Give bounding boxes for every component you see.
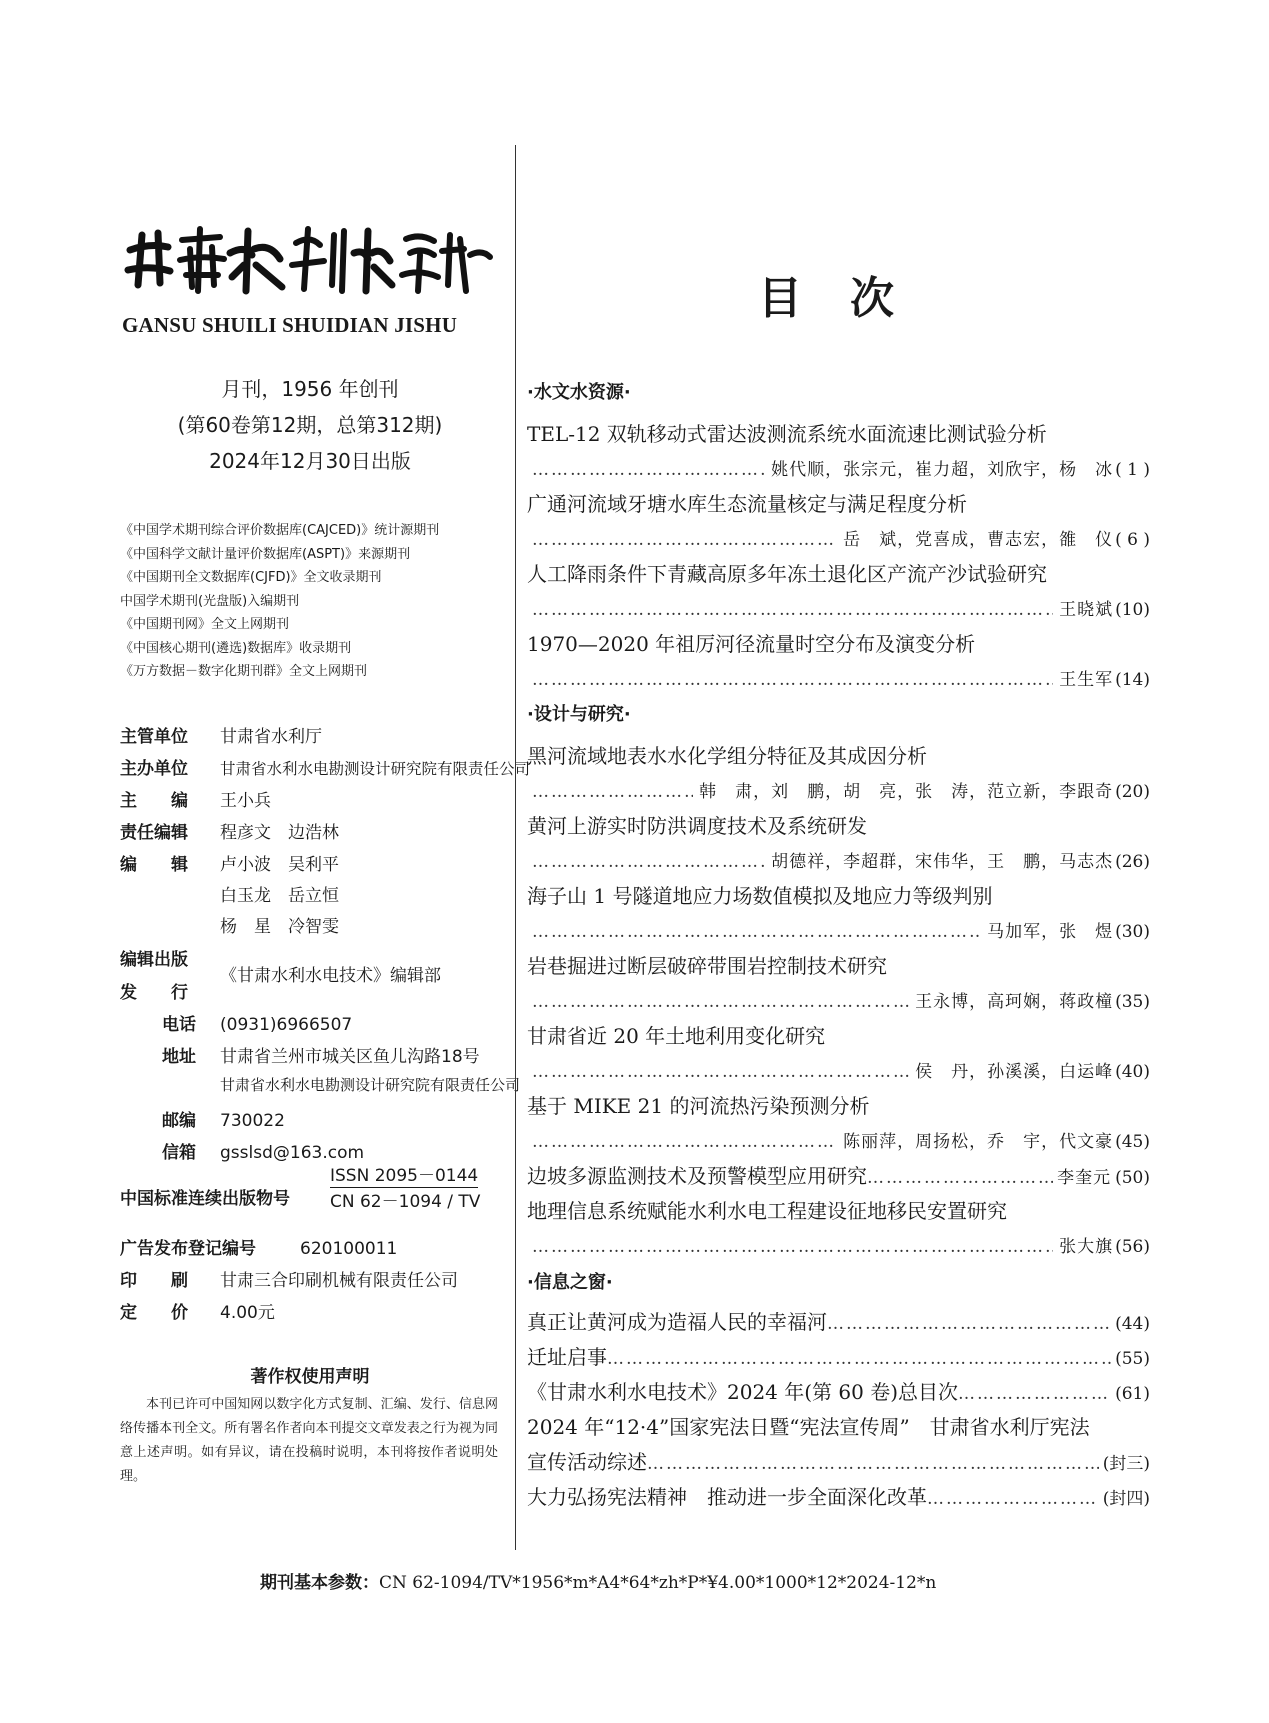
toc-article-title[interactable]: 地理信息系统赋能水利水电工程建设征地移民安置研究 [527, 1199, 1007, 1223]
database-item: 《中国核心期刊(遴选)数据库》收录期刊 [120, 640, 352, 656]
toc-article-single-line[interactable]: 边坡多源监测技术及预警模型应用研究 ………………………………………………………………………………………………………………………………………… 李奎元 (50) [527, 1160, 1150, 1189]
toc-article-leader: ………………………………………………………………………………………………………………………………………… 王生军 (14) [532, 665, 1150, 690]
database-item: 《中国学术期刊综合评价数据库(CAJCED)》统计源期刊 [120, 523, 440, 538]
toc-article-leader: ………………………………………………………………………………………………………………………………………… 马加军，张 煜 (30) [532, 917, 1150, 942]
issn-number: ISSN 2095－0144 [330, 1166, 479, 1186]
toc-article-leader: ………………………………………………………………………………………………………………………………………… 韩 肃，刘 鹏，胡 亮，张 涛，范立新，李跟奇 (20) [532, 777, 1150, 802]
toc-article-leader: ………………………………………………………………………………………………………………………………………… 陈丽萍，周扬松，乔 宇，代文豪 (45) [532, 1127, 1150, 1152]
toc-article-title[interactable]: 岩巷掘进过断层破碎带围岩控制技术研究 [527, 954, 887, 978]
database-indexing-list [120, 519, 439, 684]
toc-article-title[interactable]: 黄河上游实时防洪调度技术及系统研发 [527, 814, 867, 838]
toc-info-multiline-leader[interactable]: 宣传活动综述 ………………………………………………………………………………………………………………………………………… (封三) [527, 1446, 1150, 1475]
meta-editors-row: 白玉龙 岳立恒 [220, 886, 339, 906]
volume-issue: (第60卷第12期，总第312期) [177, 413, 443, 437]
column-divider [515, 145, 516, 1550]
toc-article-leader: ………………………………………………………………………………………………………………………………………… 岳 斌，党喜成，曹志宏，雒 仪 ( 6 ) [532, 525, 1150, 550]
toc-article-title[interactable]: 人工降雨条件下青藏高原多年冻土退化区产流产沙试验研究 [527, 562, 1047, 586]
meta-supervisor: 主管单位 甘肃省水利厅 [120, 727, 322, 747]
meta-sponsor: 主办单位 甘肃省水利水电勘测设计研究院有限责任公司 [120, 759, 531, 779]
meta-email: 信箱 gsslsd@163.com [162, 1143, 365, 1163]
toc-article-leader: ………………………………………………………………………………………………………………………………………… 王晓斌 (10) [532, 595, 1150, 620]
journal-basic-parameters: 期刊基本参数：CN 62-1094/TV*1956*m*A4*64*zh*P*¥4.00*1000*12*2024-12*n [260, 1573, 937, 1593]
copyright-title: 著作权使用声明 [250, 1367, 370, 1387]
toc-info-multiline-title[interactable]: 2024 年“12·4”国家宪法日暨“宪法宣传周” 甘肃省水利厅宪法 [527, 1415, 1090, 1439]
toc-article-leader: ………………………………………………………………………………………………………………………………………… 王永博，高珂娴，蒋政橦 (35) [532, 987, 1150, 1012]
meta-serial-label: 中国标准连续出版物号 [120, 1189, 290, 1209]
database-item: 中国学术期刊(光盘版)入编期刊 [120, 593, 300, 609]
toc-article-title[interactable]: 黑河流域地表水水化学组分特征及其成因分析 [527, 744, 927, 768]
issn-cn-block [330, 1163, 480, 1215]
toc-info-item[interactable]: 迁址启事 ………………………………………………………………………………………………………………………………………… (55) [527, 1341, 1150, 1370]
meta-address: 地址 甘肃省兰州市城关区鱼儿沟路18号 [162, 1047, 480, 1067]
meta-editors-row: 杨 星 冷智雯 [220, 917, 339, 937]
toc-info-item[interactable]: 《甘肃水利水电技术》2024 年(第 60 卷)总目次 ………………………………………………………………………………………………………………………………………… (61) [527, 1376, 1150, 1405]
cn-number: CN 62－1094 / TV [330, 1192, 481, 1212]
toc-article-title[interactable]: 海子山 1 号隧道地应力场数值模拟及地应力等级判别 [527, 884, 993, 908]
database-item: 《万方数据－数字化期刊群》全文上网期刊 [120, 664, 368, 679]
meta-publisher-label: 编辑出版 [120, 950, 188, 970]
toc-article-title[interactable]: TEL-12 双轨移动式雷达波测流系统水面流速比测试验分析 [527, 422, 1047, 446]
publication-date: 2024年12月30日出版 [209, 449, 411, 473]
toc-article-leader: ………………………………………………………………………………………………………………………………………… 张大旗 (56) [532, 1232, 1150, 1257]
database-item: 《中国期刊网》全文上网期刊 [120, 617, 290, 632]
toc-title: 目次 [758, 273, 942, 324]
toc-article-title[interactable]: 基于 MIKE 21 的河流热污染预测分析 [527, 1094, 870, 1118]
toc-article-title[interactable]: 1970—2020 年祖厉河径流量时空分布及演变分析 [527, 632, 976, 656]
publication-frequency: 月刊，1956 年创刊 [221, 377, 399, 401]
meta-printer: 印 刷 甘肃三合印刷机械有限责任公司 [120, 1271, 458, 1291]
meta-ad-registration: 广告发布登记编号 620100011 [120, 1239, 398, 1259]
meta-distributor-label: 发 行 [120, 983, 188, 1003]
meta-postcode: 邮编 730022 [162, 1111, 285, 1131]
toc-section-hydrology: ·水文水资源· [527, 382, 631, 403]
meta-chief-editor: 主 编 王小兵 [120, 791, 271, 811]
toc-article-title[interactable]: 甘肃省近 20 年土地利用变化研究 [527, 1024, 826, 1048]
meta-phone: 电话 (0931)6966507 [162, 1015, 353, 1035]
journal-english-title: GANSU SHUILI SHUIDIAN JISHU [122, 313, 458, 337]
toc-article-leader: ………………………………………………………………………………………………………………………………………… 侯 丹，孙溪溪，白运峰 (40) [532, 1057, 1150, 1082]
meta-responsible-editors: 责任编辑 程彦文 边浩林 [120, 823, 339, 843]
toc-article-leader: ………………………………………………………………………………………………………………………………………… 姚代顺，张宗元，崔力超，刘欣宇，杨 冰 ( 1 ) [532, 455, 1150, 480]
meta-publisher: 《甘肃水利水电技术》编辑部 [220, 966, 441, 986]
toc-info-item[interactable]: 真正让黄河成为造福人民的幸福河 ………………………………………………………………………………………………………………………………………… (44) [527, 1306, 1150, 1335]
database-item: 《中国期刊全文数据库(CJFD)》全文收录期刊 [120, 570, 382, 585]
toc-info-item[interactable]: 大力弘扬宪法精神 推动进一步全面深化改革 ………………………………………………………………………………………………………………………………………… (封四) [527, 1481, 1150, 1510]
meta-price: 定 价 4.00元 [120, 1303, 275, 1323]
toc-section-design-research: ·设计与研究· [527, 704, 631, 725]
database-item: 《中国科学文献计量评价数据库(ASPT)》来源期刊 [120, 546, 411, 562]
meta-address-line2: 甘肃省水利水电勘测设计研究院有限责任公司 [220, 1076, 521, 1094]
meta-editors: 编 辑 卢小波 吴利平 [120, 855, 339, 875]
journal-calligraphy-logo [120, 225, 500, 297]
toc-article-title[interactable]: 广通河流域牙塘水库生态流量核定与满足程度分析 [527, 492, 967, 516]
toc-article-leader: ………………………………………………………………………………………………………………………………………… 胡德祥，李超群，宋伟华，王 鹏，马志杰 (26) [532, 847, 1150, 872]
copyright-body: 本刊已许可中国知网以数字化方式复制、汇编、发行、信息网络传播本刊全文。所有署名作者向本刊提交文章发表之行为视为同意上述声明。如有异议，请在投稿时说明，本刊将按作者说明处理。 [120, 1397, 498, 1484]
toc-section-info-window: ·信息之窗· [527, 1272, 613, 1293]
